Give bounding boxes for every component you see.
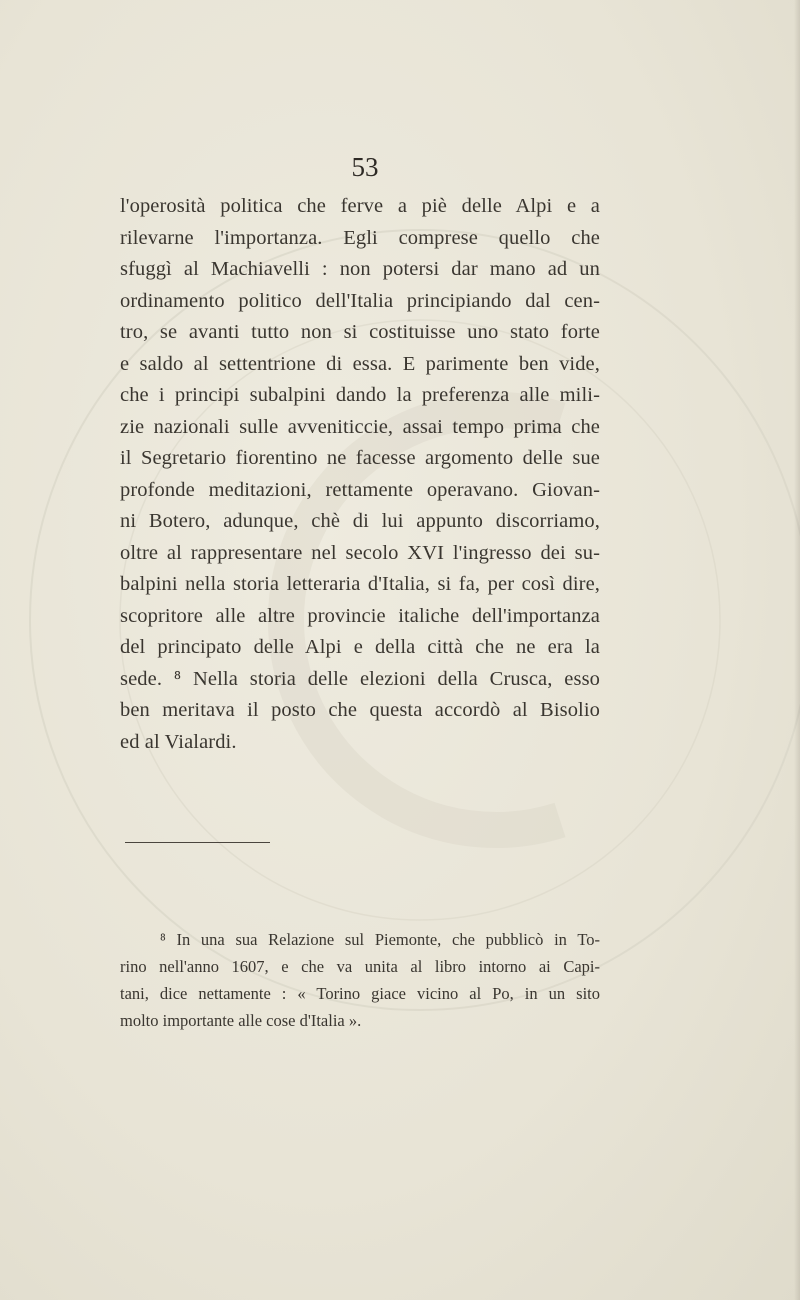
text-line: che i principi subalpini dando la preferenza alle mili- — [120, 384, 600, 406]
text-line: rilevarne l'importanza. Egli comprese quello che — [120, 226, 600, 249]
text-line: scopritore alle altre provincie italiche dell'importanza — [120, 604, 600, 627]
text-line: sfuggì al Machiavelli : non potersi dar mano ad un — [120, 258, 600, 280]
text-line: oltre al rappresentare nel secolo XVI l'ingresso dei su- — [120, 541, 600, 564]
text-line: balpini nella storia letteraria d'Italia, si fa, per così dire, — [120, 573, 600, 595]
text-line: il Segretario fiorentino ne facesse argomento delle sue — [120, 447, 600, 469]
text-line: l'operosità politica che ferve a piè delle Alpi e a — [120, 195, 600, 217]
footnote-line: molto importante alle cose d'Italia ». — [120, 1011, 362, 1030]
text-line: ni Botero, adunque, chè di lui appunto discorriamo, — [120, 510, 600, 532]
footnote-line: ⁸ In una sua Relazione sul Piemonte, che pubblicò in To- — [160, 930, 600, 949]
footnote-separator — [125, 842, 270, 843]
text-line: tro, se avanti tutto non si costituisse uno stato forte — [120, 321, 600, 343]
text-line: del principato delle Alpi e della città che ne era la — [120, 636, 600, 658]
text-line: ed al Vialardi. — [120, 730, 237, 753]
text-line: sede. ⁸ Nella storia delle elezioni della Crusca, esso — [120, 667, 600, 690]
body-text — [120, 191, 600, 758]
text-line: profonde meditazioni, rettamente operavano. Giovan- — [120, 478, 600, 501]
text-line: ben meritava il posto che questa accordò al Bisolio — [120, 699, 600, 721]
page-edge-shadow — [794, 0, 800, 1300]
text-line: ordinamento politico dell'Italia principiando dal cen- — [120, 289, 600, 312]
page-number: 53 — [351, 152, 379, 182]
footnote-line: tani, dice nettamente : « Torino giace vicino al Po, in un sito — [120, 984, 600, 1003]
text-line: e saldo al settentrione di essa. E parimente ben vide, — [120, 352, 600, 375]
footnote-line: rino nell'anno 1607, e che va unita al libro intorno ai Capi- — [120, 957, 600, 976]
footnote — [120, 926, 600, 1034]
text-line: zie nazionali sulle avveniticcie, assai tempo prima che — [120, 415, 600, 438]
